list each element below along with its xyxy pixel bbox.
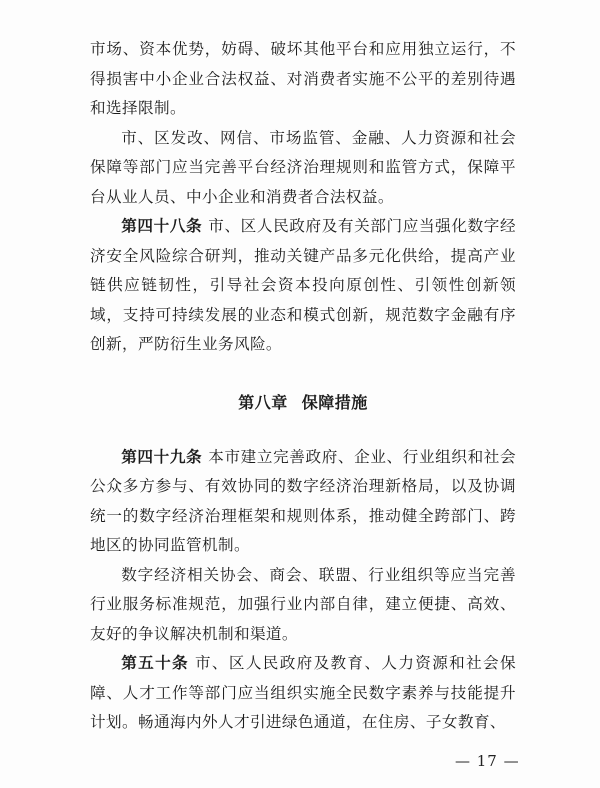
chapter-number: 第八章 [238, 392, 288, 412]
paragraph-continuation: 市场、资本优势，妨碍、破坏其他平台和应用独立运行，不得损害中小企业合法权益、对消费者实施不公平的差别待遇和选择限制。 [90, 40, 516, 117]
page-number: — 17 — [455, 752, 520, 770]
article-48 [90, 212, 516, 360]
article-49-label: 第四十九条 [121, 447, 203, 466]
chapter-heading [90, 390, 516, 413]
document-body [90, 35, 516, 738]
article-49-text: 本市建立完善政府、企业、行业组织和社会公众多方参与、有效协同的数字经济治理新格局，以及协调统一的数字经济治理框架和规则体系，推动健全跨部门、跨地区的协同监管机制。 [90, 447, 516, 554]
article-49 [90, 443, 516, 561]
article-50 [90, 649, 516, 738]
spacer [90, 360, 516, 390]
chapter-title: 保障措施 [301, 392, 368, 412]
paragraph-industry-associations: 数字经济相关协会、商会、联盟、行业组织等应当完善行业服务标准规范，加强行业内部自律，建立便捷、高效、友好的争议解决机制和渠道。 [90, 565, 516, 643]
article-50-text: 市、区人民政府及教育、人力资源和社会保障、人才工作等部门应当组织实施全民数字素养与技能提升计划。畅通海内外人才引进绿色通道，在住房、子女教育、 [90, 654, 516, 731]
article-48-label: 第四十八条 [121, 217, 203, 235]
article-48-text: 市、区人民政府及有关部门应当强化数字经济安全风险综合研判，推动关键产品多元化供给，提高产业链供应链韧性，引导社会资本投向原创性、引领性创新领域，支持可持续发展的业态和模式创新，规范数字金融有序创新，严防衍生业务风险。 [90, 217, 516, 353]
spacer [90, 413, 516, 443]
article-50-label: 第五十条 [121, 654, 189, 672]
paragraph-platform-governance: 市、区发改、网信、市场监管、金融、人力资源和社会保障等部门应当完善平台经济治理规则和监管方式，保障平台从业人员、中小企业和消费者合法权益。 [90, 128, 516, 206]
